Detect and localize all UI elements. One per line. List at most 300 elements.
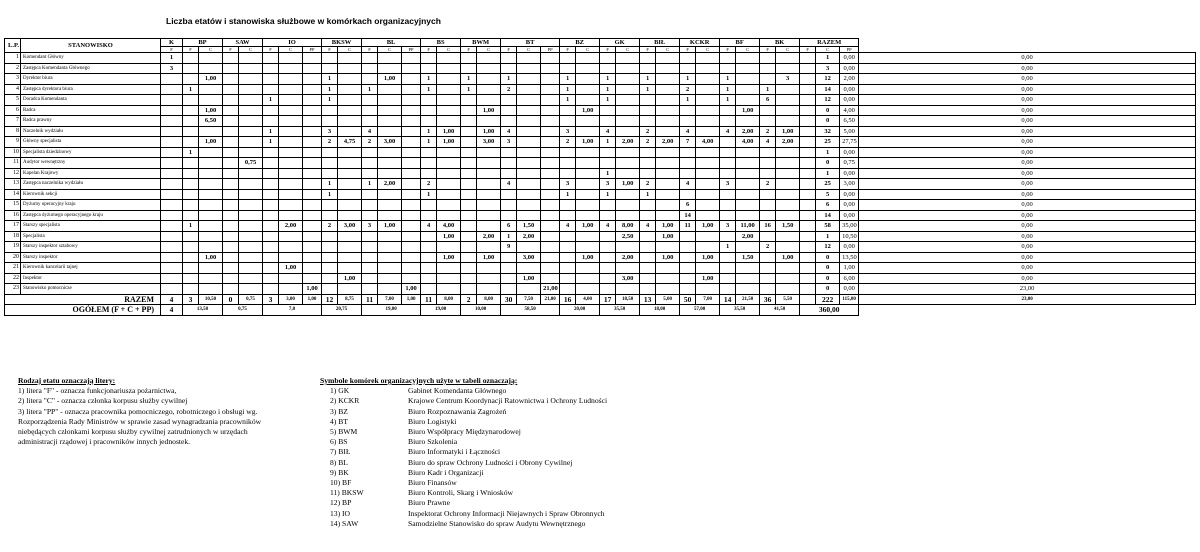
table-cell: 1: [816, 168, 840, 179]
table-cell: [640, 284, 656, 295]
table-cell: [279, 189, 303, 200]
table-cell: [656, 158, 680, 169]
table-cell: [517, 126, 541, 137]
table-cell: 2: [760, 242, 776, 253]
table-cell: [517, 137, 541, 148]
table-cell: [338, 53, 362, 64]
table-cell: [541, 53, 560, 64]
table-cell: 14: [816, 84, 840, 95]
table-cell: [303, 116, 322, 127]
table-cell: 1,00: [776, 252, 800, 263]
table-cell: [263, 105, 279, 116]
table-cell: [576, 95, 600, 106]
table-cell: [461, 273, 477, 284]
table-cell: [517, 210, 541, 221]
row-number: 7: [5, 116, 21, 127]
table-cell: [477, 53, 501, 64]
table-cell: [378, 200, 402, 211]
table-cell: [600, 273, 616, 284]
table-cell: [541, 231, 560, 242]
table-cell: [616, 158, 640, 169]
grand-total-cell: 20,75: [322, 305, 362, 316]
table-cell: 0,00: [859, 63, 1196, 74]
table-cell: [736, 116, 760, 127]
header-subcolumn: F: [362, 47, 378, 53]
table-cell: [800, 53, 816, 64]
row-number: 19: [5, 242, 21, 253]
table-cell: 2: [680, 84, 696, 95]
table-cell: [338, 231, 362, 242]
table-cell: [800, 84, 816, 95]
table-cell: [477, 200, 501, 211]
header-unit: BKSW: [322, 39, 362, 47]
position-name: Starszy inspektor: [21, 252, 161, 263]
position-name: Komendant Główny: [21, 53, 161, 64]
table-cell: 1,00: [199, 74, 223, 85]
legend-code: 12) BP: [330, 498, 352, 508]
table-cell: [378, 53, 402, 64]
header-subcolumn: C: [338, 47, 362, 53]
table-cell: [576, 273, 600, 284]
table-cell: 1,00: [656, 221, 680, 232]
table-cell: [421, 210, 437, 221]
table-cell: [183, 168, 199, 179]
table-cell: 0,00: [859, 252, 1196, 263]
table-cell: [378, 84, 402, 95]
table-cell: [338, 84, 362, 95]
header-subcolumn: C: [477, 47, 501, 53]
table-cell: 1,00: [477, 126, 501, 137]
table-cell: [263, 74, 279, 85]
table-cell: [263, 84, 279, 95]
table-cell: [402, 189, 421, 200]
table-cell: 1,50: [776, 221, 800, 232]
header-subcolumn: F: [183, 47, 199, 53]
position-name: Zastępca dyżurnego operacyjnego kraju: [21, 210, 161, 221]
table-cell: [279, 231, 303, 242]
table-cell: [437, 95, 461, 106]
table-cell: 3,00: [616, 273, 640, 284]
table-row: [5, 284, 1196, 295]
table-cell: [477, 284, 501, 295]
table-cell: [263, 252, 279, 263]
table-cell: 1: [322, 189, 338, 200]
table-cell: 1: [322, 84, 338, 95]
legend-code: 6) BS: [330, 437, 348, 447]
table-cell: [696, 147, 720, 158]
table-cell: 2,00: [279, 221, 303, 232]
table-cell: [576, 84, 600, 95]
table-cell: 1: [263, 126, 279, 137]
table-cell: 23,00: [859, 284, 1196, 295]
header-subcolumn: C: [279, 47, 303, 53]
table-cell: [640, 53, 656, 64]
table-cell: [541, 137, 560, 148]
table-cell: [680, 263, 696, 274]
table-cell: 12: [816, 242, 840, 253]
table-cell: [437, 263, 461, 274]
table-cell: [161, 147, 183, 158]
header-subcolumn: PP: [840, 47, 859, 53]
table-cell: [338, 189, 362, 200]
table-cell: [279, 168, 303, 179]
table-cell: [736, 158, 760, 169]
legend-description: Gabinet Komendanta Głównego: [408, 386, 507, 396]
row-number: 14: [5, 189, 21, 200]
table-cell: [800, 63, 816, 74]
table-cell: [322, 158, 338, 169]
table-cell: [640, 105, 656, 116]
table-cell: [402, 252, 421, 263]
totals-cell: 5,50: [776, 294, 800, 305]
table-cell: [616, 284, 640, 295]
table-cell: [720, 252, 736, 263]
table-cell: [183, 210, 199, 221]
table-cell: [576, 168, 600, 179]
legend-code: 2) KCKR: [330, 396, 360, 406]
table-row: [5, 74, 1196, 85]
table-cell: [161, 284, 183, 295]
table-cell: [736, 242, 760, 253]
table-cell: [279, 242, 303, 253]
table-cell: [560, 273, 576, 284]
grand-total-cell: 35,50: [600, 305, 640, 316]
table-cell: [303, 231, 322, 242]
header-subcolumn: F: [161, 47, 183, 53]
table-cell: [183, 263, 199, 274]
totals-cell: 8,75: [338, 294, 362, 305]
table-cell: [760, 200, 776, 211]
table-cell: 1: [600, 168, 616, 179]
table-cell: [199, 147, 223, 158]
table-cell: 4,75: [338, 137, 362, 148]
table-cell: [560, 200, 576, 211]
table-cell: [541, 63, 560, 74]
table-cell: [161, 210, 183, 221]
table-cell: [199, 284, 223, 295]
grand-total-cell: 0,75: [223, 305, 263, 316]
table-cell: [303, 95, 322, 106]
legend-item: [320, 498, 740, 508]
table-cell: [239, 252, 263, 263]
table-cell: 1,00: [199, 137, 223, 148]
table-cell: [640, 200, 656, 211]
header-subcolumn: C: [517, 47, 541, 53]
table-cell: [477, 74, 501, 85]
table-row: [5, 158, 1196, 169]
table-cell: 1: [421, 84, 437, 95]
table-cell: [477, 63, 501, 74]
header-lp: L.P.: [5, 39, 21, 53]
header-subcolumn: F: [680, 47, 696, 53]
table-cell: 1: [362, 84, 378, 95]
table-cell: [736, 200, 760, 211]
table-cell: 0,00: [859, 137, 1196, 148]
table-cell: [720, 273, 736, 284]
table-cell: [517, 284, 541, 295]
table-cell: [199, 179, 223, 190]
table-cell: [378, 242, 402, 253]
table-cell: 0,00: [859, 53, 1196, 64]
table-cell: 3,00: [338, 221, 362, 232]
table-cell: 1,00: [576, 105, 600, 116]
table-cell: 1,00: [656, 231, 680, 242]
table-cell: 3: [362, 221, 378, 232]
table-cell: [378, 210, 402, 221]
legend-item: [320, 478, 740, 488]
table-cell: [362, 116, 378, 127]
table-cell: 1: [421, 126, 437, 137]
header-subcolumn: C: [576, 47, 600, 53]
table-cell: [303, 179, 322, 190]
legend-description: Biuro Szkolenia: [408, 437, 458, 447]
table-cell: [402, 273, 421, 284]
table-cell: [680, 116, 696, 127]
row-number: 11: [5, 158, 21, 169]
table-cell: 1,00: [736, 105, 760, 116]
totals-cell: 12: [322, 294, 338, 305]
legend-description: Samodzielne Stanowisko do spraw Audytu Wewnętrznego: [408, 518, 586, 528]
position-name: Starszy inspektor sztabowy: [21, 242, 161, 253]
table-cell: 2,00: [840, 74, 859, 85]
table-cell: 2: [560, 137, 576, 148]
table-cell: [776, 116, 800, 127]
table-cell: [616, 116, 640, 127]
table-cell: [263, 284, 279, 295]
table-cell: 4: [680, 126, 696, 137]
table-cell: [656, 74, 680, 85]
position-name: Doradca Komendanta: [21, 95, 161, 106]
table-cell: [800, 252, 816, 263]
table-cell: [437, 116, 461, 127]
table-cell: 1: [421, 189, 437, 200]
totals-cell: 14: [720, 294, 736, 305]
header-unit: BS: [421, 39, 461, 47]
totals-cell: 7,00: [378, 294, 402, 305]
table-cell: [560, 63, 576, 74]
table-cell: [720, 168, 736, 179]
table-cell: [263, 231, 279, 242]
totals-cell: 17: [600, 294, 616, 305]
table-cell: [760, 105, 776, 116]
table-cell: [656, 147, 680, 158]
table-cell: [183, 284, 199, 295]
table-cell: [600, 231, 616, 242]
table-cell: [517, 158, 541, 169]
table-cell: [461, 116, 477, 127]
table-cell: [461, 200, 477, 211]
header-subcolumn: F: [421, 47, 437, 53]
table-cell: 8,00: [616, 221, 640, 232]
table-cell: [378, 168, 402, 179]
table-cell: 1: [421, 137, 437, 148]
table-cell: [776, 200, 800, 211]
position-name: Naczelnik wydziału: [21, 126, 161, 137]
table-cell: 0,00: [859, 263, 1196, 274]
table-cell: [421, 95, 437, 106]
table-cell: [338, 95, 362, 106]
table-cell: [800, 263, 816, 274]
table-cell: [560, 231, 576, 242]
table-cell: [183, 252, 199, 263]
table-cell: [303, 105, 322, 116]
header-subcolumn: F: [263, 47, 279, 53]
legend-description: Biuro Współpracy Międzynarodowej: [408, 427, 521, 437]
table-row: [5, 84, 1196, 95]
table-cell: [720, 147, 736, 158]
table-cell: [576, 53, 600, 64]
table-cell: [461, 189, 477, 200]
grand-total-cell: 10,00: [461, 305, 501, 316]
table-cell: [736, 273, 760, 284]
table-cell: [239, 74, 263, 85]
table-cell: [303, 252, 322, 263]
totals-cell: 8,00: [477, 294, 501, 305]
table-cell: [616, 263, 640, 274]
table-cell: [600, 147, 616, 158]
row-number: 15: [5, 200, 21, 211]
table-cell: [800, 189, 816, 200]
table-cell: [696, 284, 720, 295]
table-cell: [378, 158, 402, 169]
table-cell: 11,00: [736, 221, 760, 232]
table-cell: 3: [560, 126, 576, 137]
table-cell: [501, 189, 517, 200]
table-cell: 1: [600, 95, 616, 106]
table-cell: [338, 210, 362, 221]
table-cell: 0,00: [840, 284, 859, 295]
table-cell: [616, 242, 640, 253]
table-cell: [680, 252, 696, 263]
table-cell: [800, 284, 816, 295]
table-cell: 1,00: [656, 252, 680, 263]
table-cell: [696, 105, 720, 116]
totals-cell: 4: [161, 294, 183, 305]
table-cell: [776, 231, 800, 242]
table-cell: 1: [263, 137, 279, 148]
table-cell: [199, 189, 223, 200]
table-cell: [560, 168, 576, 179]
table-cell: [223, 137, 239, 148]
table-cell: [437, 53, 461, 64]
header-subcolumn: PP: [303, 47, 322, 53]
table-cell: [477, 273, 501, 284]
table-cell: [338, 63, 362, 74]
table-cell: [421, 252, 437, 263]
table-cell: [378, 105, 402, 116]
table-cell: [800, 158, 816, 169]
grand-total-cell: 35,50: [720, 305, 760, 316]
table-cell: 3: [560, 179, 576, 190]
table-cell: [199, 231, 223, 242]
table-cell: [322, 168, 338, 179]
table-cell: 0,00: [840, 84, 859, 95]
table-cell: [303, 126, 322, 137]
table-cell: [517, 263, 541, 274]
table-cell: [279, 210, 303, 221]
table-cell: [541, 147, 560, 158]
table-cell: [640, 252, 656, 263]
table-cell: [760, 63, 776, 74]
table-cell: 6: [680, 200, 696, 211]
table-cell: [696, 116, 720, 127]
table-cell: [776, 189, 800, 200]
table-cell: [223, 221, 239, 232]
table-cell: [338, 200, 362, 211]
table-cell: [517, 147, 541, 158]
row-number: 17: [5, 221, 21, 232]
table-cell: 4: [680, 179, 696, 190]
table-cell: [223, 84, 239, 95]
row-number: 21: [5, 263, 21, 274]
table-cell: [656, 179, 680, 190]
table-cell: [421, 158, 437, 169]
legend-description: Biuro Rozpoznawania Zagrożeń: [408, 406, 507, 416]
header-subcolumn: C: [239, 47, 263, 53]
table-cell: [279, 147, 303, 158]
totals-cell: 1,00: [402, 294, 421, 305]
table-cell: [760, 210, 776, 221]
table-cell: [338, 179, 362, 190]
table-cell: [800, 179, 816, 190]
table-cell: [576, 284, 600, 295]
table-cell: 1: [720, 84, 736, 95]
table-cell: [183, 273, 199, 284]
row-number: 13: [5, 179, 21, 190]
table-cell: 1,00: [576, 137, 600, 148]
table-cell: [656, 168, 680, 179]
table-cell: 58: [816, 221, 840, 232]
table-cell: [263, 221, 279, 232]
table-cell: [800, 126, 816, 137]
row-number: 18: [5, 231, 21, 242]
table-row: [5, 63, 1196, 74]
legend-item: [320, 386, 740, 396]
table-cell: [421, 284, 437, 295]
table-cell: [199, 53, 223, 64]
table-cell: [183, 200, 199, 211]
table-cell: [560, 210, 576, 221]
table-cell: 1,50: [517, 221, 541, 232]
table-cell: [576, 116, 600, 127]
table-cell: 3: [776, 74, 800, 85]
table-cell: [696, 189, 720, 200]
position-name: Stanowisko pomocnicze: [21, 284, 161, 295]
totals-cell: 3: [263, 294, 279, 305]
table-cell: 0,00: [859, 126, 1196, 137]
table-cell: [362, 158, 378, 169]
table-cell: [199, 210, 223, 221]
table-cell: [303, 63, 322, 74]
table-cell: [239, 53, 263, 64]
table-cell: [437, 210, 461, 221]
legend-description: Krajowe Centrum Koordynacji Ratownictwa i Ochrony Ludności: [408, 396, 608, 406]
table-cell: [656, 210, 680, 221]
table-cell: 0,00: [840, 63, 859, 74]
table-cell: [437, 105, 461, 116]
table-cell: 1,00: [576, 221, 600, 232]
table-cell: [437, 158, 461, 169]
table-cell: 4: [640, 221, 656, 232]
legend-description: Biuro Prawne: [408, 498, 450, 508]
table-cell: [338, 284, 362, 295]
table-cell: [760, 231, 776, 242]
table-cell: [161, 221, 183, 232]
table-cell: [223, 189, 239, 200]
table-cell: [223, 273, 239, 284]
table-cell: [322, 200, 338, 211]
table-cell: [501, 210, 517, 221]
